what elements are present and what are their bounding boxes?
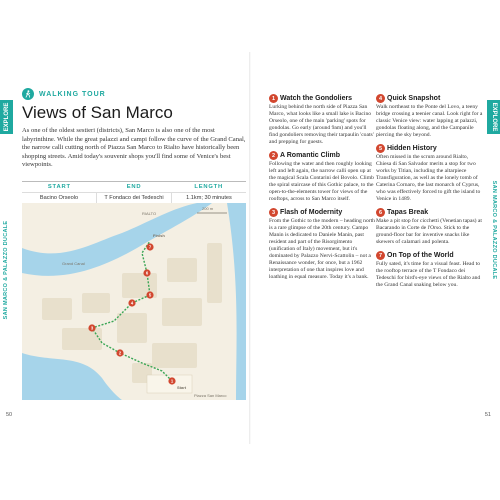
map-label-finish: Finish — [153, 233, 165, 238]
section-label-left: SAN MARCO & PALAZZO DUCALE — [3, 220, 9, 320]
stops-column-1 — [269, 94, 376, 286]
grand-canal-lower — [22, 350, 122, 400]
route-header-length: LENGTH — [194, 184, 223, 190]
svg-text:2: 2 — [118, 350, 122, 356]
map-stop-marker[interactable] — [168, 377, 175, 384]
route-end-value: T Fondaco dei Tedeschi — [96, 193, 171, 203]
stop-number-badge: 7 — [376, 251, 385, 260]
stop-description: From the Gothic to the modern – heading north is a rare glimpse of the 20th century. Campo Manin is dedicated to Daniele Manin, past resident and part of the Risorgimento (unification of Italy) movement, but it's dominated by Palazzo Nervi-Scattolin – not a Renaissance wonder, for once, but a 1962 interpretation of one that inspires love and loathing in equal measure. Today it's a bank. — [269, 218, 375, 280]
stop-1 — [269, 94, 376, 146]
stop-number-badge: 2 — [269, 151, 278, 160]
stop-number-badge: 3 — [269, 208, 278, 217]
map-stop-marker[interactable] — [143, 269, 150, 276]
walking-tour-label — [22, 88, 106, 100]
explore-tab-right[interactable] — [487, 100, 500, 134]
stop-title: Quick Snapshot — [387, 95, 441, 102]
svg-text:4: 4 — [130, 300, 134, 306]
explore-tab-left[interactable] — [0, 100, 13, 134]
map-scale — [197, 206, 227, 213]
stop-title: Watch the Gondoliers — [280, 95, 353, 102]
svg-text:3: 3 — [90, 325, 94, 331]
map-label-rialto: RIALTO — [142, 211, 157, 216]
stop-title: On Top of the World — [387, 252, 454, 259]
map-stop-marker[interactable] — [116, 349, 123, 356]
explore-tab-label: EXPLORE — [3, 102, 10, 132]
page-title: Views of San Marco — [22, 103, 173, 122]
stop-description: Often missed in the scrum around Rialto, Chiesa di San Salvador merits a stop for two works by Titian, including the altarpiece Transfiguration, as well as the lonely tomb of Caterina Cornaro, the last monarch of Cyprus, who was effectively forced to gift the island to Venice in 1489. — [376, 154, 481, 202]
svg-text:6: 6 — [145, 270, 149, 276]
stop-2 — [269, 151, 376, 203]
map-stop-marker[interactable] — [146, 291, 153, 298]
map-stop-marker[interactable] — [88, 324, 95, 331]
walking-tour-text: WALKING TOUR — [39, 90, 106, 98]
walking-person-icon — [22, 88, 34, 100]
page-gutter — [249, 52, 251, 444]
stop-6 — [376, 208, 483, 246]
map-stop-marker[interactable] — [128, 299, 135, 306]
intro-paragraph: As one of the oldest sestieri (districts), San Marco is also one of the most labyrinthine. While the great palazzi and campi follow the curve of the Grand Canal, the narrow calli cutting north of Piazza San Marco to Rialto have historically been shopping streets. Amid today's souvenir shops you'll find some of Venice's best viewpoints. — [22, 127, 246, 169]
map-label-grand-canal: Grand Canal — [62, 261, 85, 266]
route-header-start: START — [47, 184, 71, 190]
stop-description: Fully sated, it's time for a visual feast. Head to the rooftop terrace of the T Fondaco dei Tedeschi for bird's-eye views of the Rialto and the Grand Canal snaking below you. — [376, 261, 481, 288]
svg-text:5: 5 — [148, 292, 152, 298]
stop-number-badge: 6 — [376, 208, 385, 217]
stop-description: Following the water and then roughly looking left and left again, the narrow calli open up at the magical Scala Contarini del Bovolo. Climb the spiral staircase of this Gothic palace, to the open-to-the-elements tower for views of the rooftops, across to San Marco itself. — [269, 161, 374, 202]
stop-number-badge: 4 — [376, 94, 385, 103]
page-number-left: 50 — [6, 412, 13, 418]
page-number-right: 51 — [484, 412, 491, 418]
stop-number-badge: 1 — [269, 94, 278, 103]
stop-number-badge: 5 — [376, 144, 385, 153]
stop-3 — [269, 208, 376, 281]
route-values-row — [22, 192, 246, 203]
map-svg — [22, 203, 246, 400]
route-start-value: Bacino Orseolo — [39, 195, 79, 201]
stop-title: Hidden History — [387, 145, 437, 152]
stop-description: Walk northeast to the Ponte del Lovo, a teeny bridge crossing a teenier canal. Look right for a classic Venice view: water lapping at palazzi, gondolas floating along, and the Campanile piercing the sky beyond. — [376, 104, 483, 138]
map-scale-label: 200 m — [202, 206, 214, 211]
section-label-right: SAN MARCO & PALAZZO DUCALE — [491, 180, 497, 280]
map-label-piazza: Piazza San Marco — [194, 393, 227, 398]
stop-title: Tapas Break — [387, 209, 429, 216]
explore-tab-label: EXPLORE — [490, 102, 497, 132]
map-stop-marker[interactable] — [146, 243, 153, 250]
route-length-value: 1.1km; 30 minutes — [171, 193, 246, 203]
stop-description: Make a pit stop for cicchetti (Venetian tapas) at Bacarando in Corte de l'Orso. Stick to the ground-floor bar for inventive snacks like skewers of calamari and polenta. — [376, 218, 482, 245]
stops-column-2 — [376, 94, 483, 294]
stop-title: Flash of Modernity — [280, 209, 343, 216]
route-header-row — [22, 182, 246, 192]
stop-7 — [376, 251, 483, 289]
stop-description: Lurking behind the north side of Piazza San Marco, what looks like a small lake is Bacino Orseolo, one of the main 'parking' spots for gondolas. Go early (around 9am) and you'll find gondoliers removing their tarpaulin 'coats' and prepping for guests. — [269, 104, 374, 145]
stop-5 — [376, 144, 483, 203]
walking-tour-map[interactable] — [22, 203, 246, 400]
side-canal — [227, 203, 246, 400]
svg-text:7: 7 — [148, 244, 152, 250]
route-info-table — [22, 181, 246, 204]
stop-4 — [376, 94, 483, 139]
svg-text:1: 1 — [170, 378, 174, 384]
stop-title: A Romantic Climb — [280, 152, 341, 159]
map-label-start: Start — [177, 385, 187, 390]
route-header-end: END — [126, 184, 142, 190]
